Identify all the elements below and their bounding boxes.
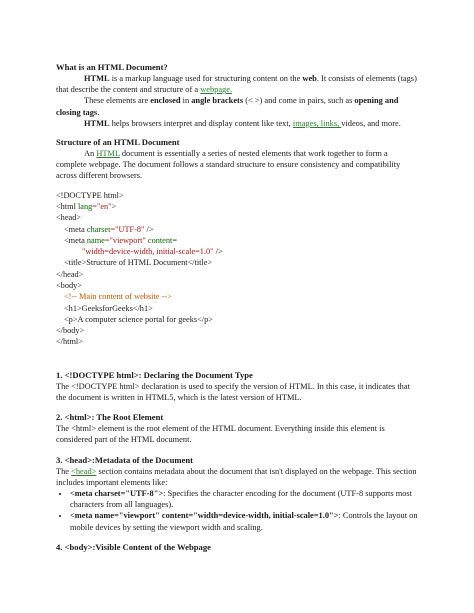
- text: videos, and more.: [341, 118, 401, 128]
- code-line-h1: [56, 303, 418, 314]
- code-line-title: [56, 257, 418, 268]
- section-doctype-title: 1. <!DOCTYPE html>: Declaring the Document Type: [56, 369, 253, 380]
- paragraph-browsers: [56, 118, 418, 129]
- text: section contains metadata about the document that isn't displayed on the webpage. This section includes important elements like:: [56, 466, 417, 487]
- text: (< >) and come in pairs, such as: [243, 96, 355, 106]
- list-item: [70, 488, 418, 510]
- code-text: />: [213, 247, 223, 257]
- head-elements-list: [56, 488, 418, 533]
- code-text: <meta: [64, 224, 87, 234]
- section-head-body: [56, 466, 418, 488]
- html-link[interactable]: HTML: [96, 149, 120, 159]
- bold-enclosed: enclosed: [150, 96, 181, 106]
- code-text: </html>: [56, 337, 83, 347]
- head-link[interactable]: <head>: [71, 466, 97, 476]
- code-string: ="viewport": [104, 235, 146, 245]
- heading-structure: Structure of an HTML Document: [56, 137, 180, 148]
- code-line-head-open: [56, 212, 418, 223]
- code-text: <h1>: [64, 303, 82, 313]
- code-text: <!DOCTYPE html>: [56, 190, 124, 200]
- section-html-root-title: 2. <html>: The Root Element: [56, 412, 164, 423]
- text: is a markup language used for structuring content on the: [109, 74, 303, 83]
- text: .: [97, 107, 100, 117]
- code-text: <title>: [64, 258, 87, 268]
- text: in: [180, 96, 192, 106]
- document-page: [56, 62, 418, 553]
- section-body-title: 4. <body>:Visible Content of the Webpage: [56, 541, 211, 552]
- code-text: Structure of HTML Document: [86, 258, 188, 268]
- bold-opening-closing: opening and closing tags: [56, 96, 399, 117]
- code-string: ="en": [92, 201, 112, 211]
- text: These elements are: [84, 96, 151, 106]
- bold-code: <meta name="viewport" content="width=device-width, initial-scale=1.0">: [70, 511, 339, 521]
- text: : Controls the layout on mobile devices by setting the viewport width and scaling.: [70, 511, 418, 532]
- heading-what-is-html: What is an HTML Document?: [56, 62, 168, 72]
- code-line-comment: [56, 291, 418, 302]
- section-head-title: 3. <head>:Metadata of the Document: [56, 454, 194, 465]
- code-comment: <!-- Main content of website -->: [64, 292, 172, 302]
- code-attr: content: [145, 235, 173, 245]
- code-line-body-close: [56, 325, 418, 336]
- code-text: GeeksforGeeks: [81, 303, 133, 313]
- code-text: <head>: [56, 213, 82, 223]
- list-item: [70, 510, 418, 532]
- images-links-link[interactable]: images, links,: [292, 118, 342, 128]
- bold-angle-brackets: angle brackets: [191, 96, 244, 106]
- section-doctype-body: The <!DOCTYPE html> declaration is used to specify the version of HTML. In this case, it indicates that the document is written in HTML5, which is the latest version of HTML.: [56, 381, 410, 402]
- code-text: </title>: [187, 258, 213, 268]
- code-line-head-close: [56, 269, 418, 280]
- code-string: ="UTF-8": [110, 224, 145, 234]
- text: An: [84, 149, 97, 159]
- section-html-root-body: The <html> element is the root element of the HTML document. Everything inside this element is considered part of the HTML document.: [56, 424, 385, 445]
- paragraph-html-intro: [56, 73, 418, 95]
- text: The: [56, 466, 72, 476]
- text: : Specifies the character encoding for the document (UTF-8 supports most characters from all languages).: [70, 489, 413, 510]
- section-body: [56, 542, 418, 553]
- code-attr: charset: [86, 224, 111, 234]
- code-text: <meta: [64, 235, 87, 245]
- bold-html: HTML: [84, 74, 110, 83]
- text: helps browsers interpret and display content like text,: [109, 118, 293, 128]
- text: document is essentially a series of nested elements that work together to form a complete webpage. The document follows a standard structure to ensure consistency and compatibility across different browsers.: [56, 149, 401, 181]
- code-text: <p>: [64, 314, 78, 324]
- code-text: </p>: [197, 314, 213, 324]
- section-doctype: [56, 370, 418, 403]
- code-text: </head>: [56, 269, 84, 279]
- code-attr: lang: [77, 201, 93, 211]
- code-text: />: [144, 224, 154, 234]
- code-line-meta-charset: [56, 224, 418, 235]
- text: . It consists of elements (tags) that describe the content and structure of a: [56, 74, 417, 95]
- code-example: [56, 190, 418, 348]
- paragraph-structure: [56, 148, 418, 182]
- bold-html: HTML: [84, 118, 110, 128]
- section-html-root: [56, 412, 418, 445]
- code-text: </body>: [56, 326, 85, 336]
- code-line-html-close: [56, 336, 418, 347]
- code-text: =: [172, 235, 177, 245]
- code-string: "width=device-width, initial-scale=1.0": [82, 247, 214, 257]
- code-line-p: [56, 314, 418, 325]
- bold-code: <meta charset="UTF-8">: [70, 489, 164, 498]
- code-text: <html: [56, 201, 78, 211]
- code-line-meta-viewport: [56, 235, 418, 246]
- paragraph-elements: [56, 95, 418, 117]
- section-head: [56, 455, 418, 533]
- code-text: >: [111, 201, 117, 211]
- code-line-body-open: [56, 280, 418, 291]
- code-text: </h1>: [132, 303, 153, 313]
- code-attr: name: [86, 235, 105, 245]
- code-text: <body>: [56, 281, 82, 290]
- code-line-meta-content: [56, 246, 418, 257]
- code-text: A computer science portal for geeks: [77, 314, 198, 324]
- code-line-html-open: [56, 201, 418, 212]
- code-line-doctype: [56, 190, 418, 201]
- bold-web: web: [302, 74, 317, 83]
- webpage-link[interactable]: webpage.: [200, 85, 233, 95]
